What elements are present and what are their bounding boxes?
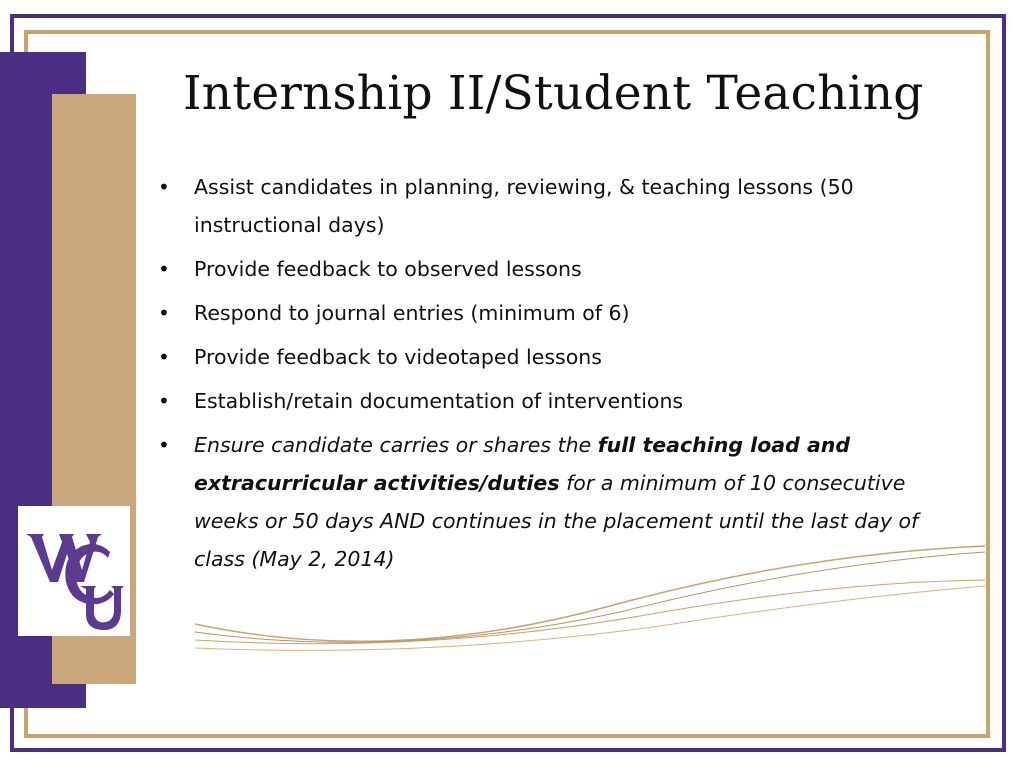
bullet-dot: •: [158, 345, 170, 369]
bullet-item: [158, 250, 958, 288]
bullet-text-bold: full teaching load and extracurricular activities/duties: [194, 433, 851, 495]
bullet-text: Establish/retain documentation of interventions: [194, 389, 684, 413]
bullet-text: Provide feedback to videotaped lessons: [194, 345, 602, 369]
bullet-dot: •: [158, 389, 170, 413]
bullet-dot: •: [158, 175, 170, 199]
bullet-text-part2: for a minimum of 10 consecutive weeks or 50 days AND continues in the placement until the last day of class (May 2, 2014): [194, 471, 919, 571]
bullet-item: [158, 338, 958, 376]
bullet-item: [158, 294, 958, 332]
decorative-swoosh: [190, 536, 990, 666]
bullet-list: [158, 168, 958, 584]
bullet-text: Provide feedback to observed lessons: [194, 257, 582, 281]
bullet-dot: •: [158, 433, 170, 457]
bullet-item: [158, 168, 958, 244]
bullet-text-part1: Ensure candidate carries or shares the: [194, 433, 598, 457]
bullet-text: Assist candidates in planning, reviewing, & teaching lessons (50 instructional days): [194, 175, 854, 237]
wcu-logo: [18, 506, 130, 636]
wcu-logo-mark: [18, 506, 130, 636]
slide-title: Internship II/Student Teaching: [183, 66, 924, 121]
bullet-dot: •: [158, 301, 170, 325]
bullet-text: Respond to journal entries (minimum of 6): [194, 301, 630, 325]
bullet-item: [158, 382, 958, 420]
bullet-dot: •: [158, 257, 170, 281]
